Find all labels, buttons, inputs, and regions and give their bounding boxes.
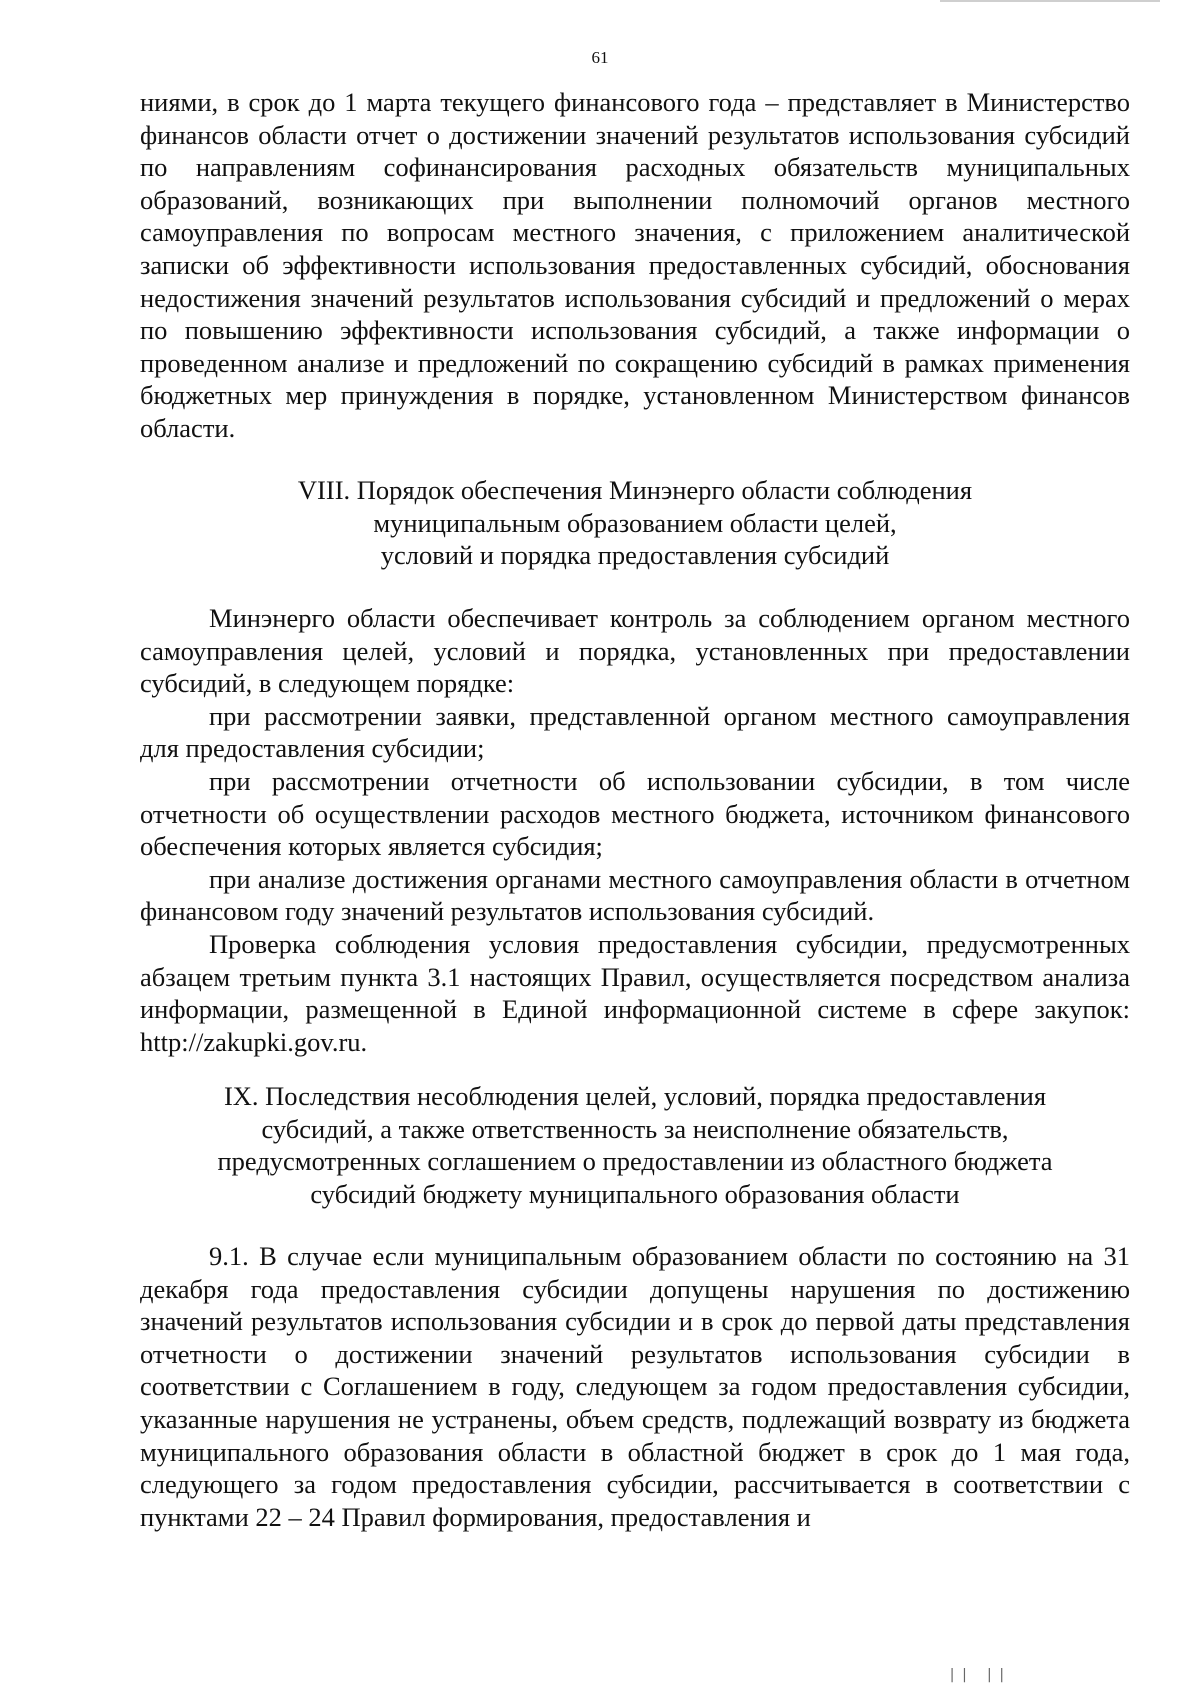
section-8-heading-line: условий и порядка предоставления субсидий <box>380 540 890 571</box>
section-9-heading-line: субсидий, а также ответственность за неисполнение обязательств, <box>261 1113 1009 1144</box>
page-number: 61 <box>591 48 609 67</box>
intro-paragraph-block <box>140 86 1130 445</box>
section-8-heading-line: VIII. Порядок обеспечения Минэнерго области соблюдения <box>297 475 973 505</box>
section-9-heading <box>140 1080 1130 1210</box>
section-8-body <box>140 602 1130 1058</box>
section-8-paragraph: при анализе достижения органами местного самоуправления области в отчетном финансовом году значений результатов использования субсидий. <box>140 863 1130 927</box>
section-9-paragraph: 9.1. В случае если муниципальным образованием области по состоянию на 31 декабря года предоставления субсидии допущены нарушения по достижению значений результатов использования субсидии и в срок до первой даты представления отчетности о достижении значений результатов использования субсидии в соответствии с Соглашением в году, следующем за годом предоставления субсидии, указанные нарушения не устранены, объем средств, подлежащий возврату из бюджета муниципального образования области в областной бюджет в срок до 1 мая года, следующего за годом предоставления субсидии, рассчитывается в соответствии с пунктами 22 – 24 Правил формирования, предоставления и <box>140 1241 1130 1532</box>
section-8-heading <box>140 474 1130 572</box>
section-9-heading-line: предусмотренных соглашением о предоставлении из областного бюджета <box>217 1146 1053 1177</box>
section-8-heading-line: муниципальным образованием области целей, <box>373 507 897 538</box>
intro-paragraph: ниями, в срок до 1 марта текущего финансового года – представляет в Министерство финансов области отчет о достижении значений результатов использования субсидий по направлениям софинансирования расходных обязательств муниципальных образований, возникающих при выполнении полномочий органов местного самоуправления по вопросам местного значения, с приложением аналитической записки об эффективности использования предоставленных субсидий, обоснования недостижения значений результатов использования субсидий и предложений о мерах по повышению эффективности использования субсидий, а также информации о проведенном анализе и предложений по сокращению субсидий в рамках применения бюджетных мер принуждения в порядке, установленном Министерством финансов области. <box>140 87 1130 443</box>
section-9-body <box>140 1240 1130 1533</box>
section-8-paragraph: Проверка соблюдения условия предоставления субсидии, предусмотренных абзацем третьим пункта 3.1 настоящих Правил, осуществляется посредством анализа информации, размещенной в Единой информационной системе в сфере закупок: http://zakupki.gov.ru. <box>140 928 1130 1057</box>
section-8-paragraph: при рассмотрении заявки, представленной органом местного самоуправления для предоставления субсидии; <box>140 700 1130 764</box>
section-8-paragraph: Минэнерго области обеспечивает контроль за соблюдением органом местного самоуправления целей, условий и порядка, установленных при предоставлении субсидий, в следующем порядке: <box>140 603 1130 699</box>
scan-edge-mark: || || <box>947 1667 1010 1683</box>
section-9-heading-line: субсидий бюджету муниципального образования области <box>310 1178 960 1209</box>
section-9-heading-line: IX. Последствия несоблюдения целей, условий, порядка предоставления <box>223 1081 1047 1111</box>
section-8-paragraph: при рассмотрении отчетности об использовании субсидии, в том числе отчетности об осуществлении расходов местного бюджета, источником финансового обеспечения которых является субсидия; <box>140 765 1130 862</box>
scan-edge-mark <box>940 0 1160 2</box>
